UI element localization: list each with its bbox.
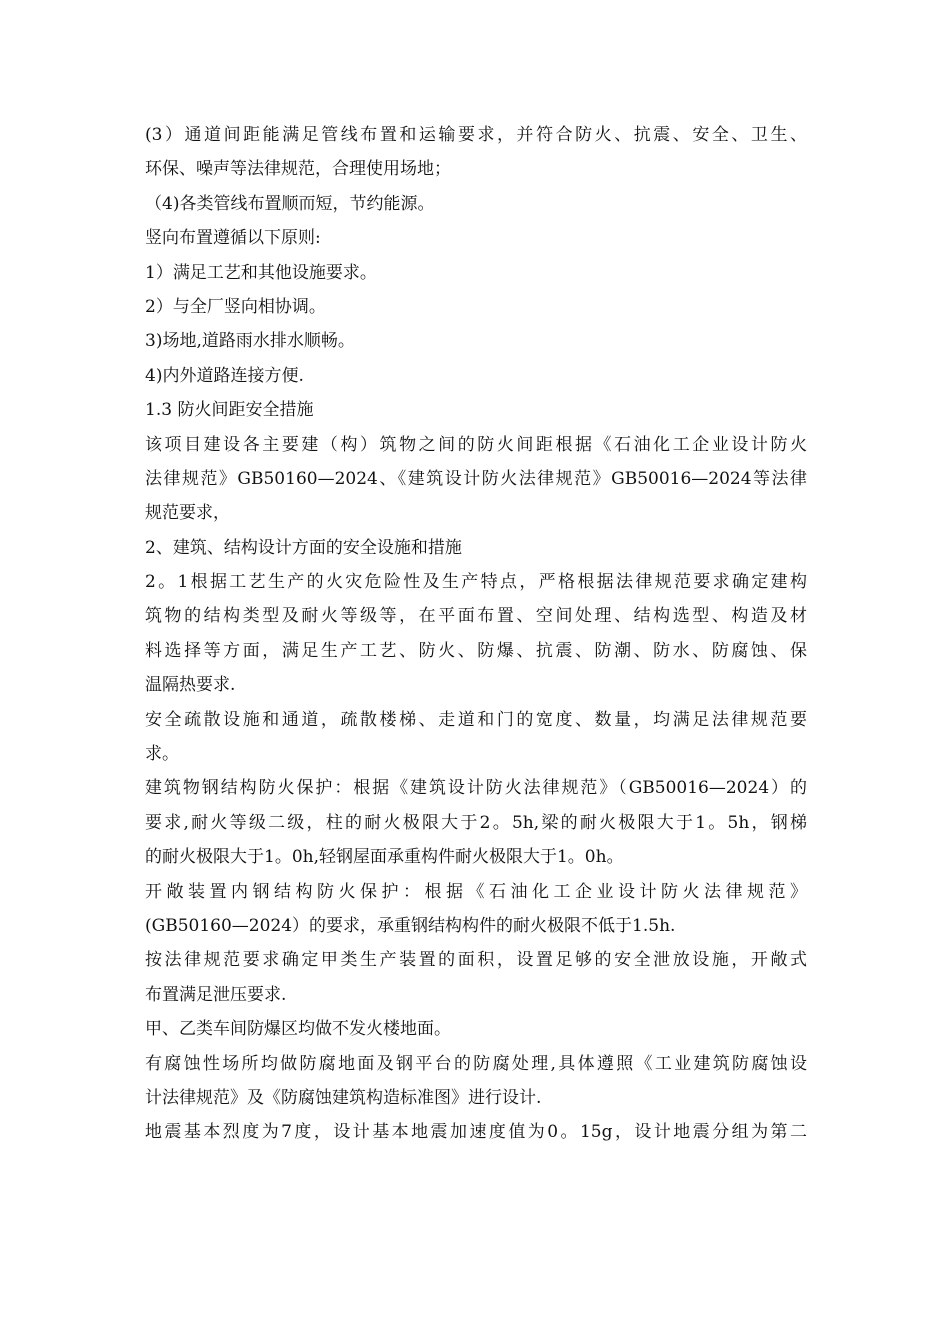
text-line: (3）通道间距能满足管线布置和运输要求，并符合防火、抗震、安全、卫生、 bbox=[145, 125, 807, 145]
text-line: 甲、乙类车间防爆区均做不发火楼地面。 bbox=[145, 1019, 451, 1040]
text-line: 法律规范》GB50160—2024、《建筑设计防火法律规范》GB50016—2024等法律 bbox=[145, 468, 807, 489]
text-line: 按法律规范要求确定甲类生产装置的面积，设置足够的安全泄放设施，开敞式 bbox=[145, 950, 807, 971]
document-page bbox=[145, 118, 807, 1150]
text-line: 规范要求， bbox=[145, 503, 230, 524]
text-line: 2）与全厂竖向相协调。 bbox=[145, 296, 326, 317]
text-line: 开敞装置内钢结构防火保护：根据《石油化工企业设计防火法律规范》 bbox=[145, 881, 807, 902]
text-line: 求。 bbox=[145, 744, 179, 765]
text-line: 要求,耐火等级二级，柱的耐火极限大于2。5h,梁的耐火极限大于1。5h，钢梯 bbox=[145, 812, 807, 833]
text-line: 4)内外道路连接方便. bbox=[145, 365, 304, 386]
text-line: 2。1根据工艺生产的火灾危险性及生产特点，严格根据法律规范要求确定建构 bbox=[145, 572, 807, 593]
text-line: 计法律规范》及《防腐蚀建筑构造标准图》进行设计. bbox=[145, 1087, 542, 1108]
text-line: 该项目建设各主要建（构）筑物之间的防火间距根据《石油化工企业设计防火 bbox=[145, 434, 807, 455]
text-line: 料选择等方面，满足生产工艺、防火、防爆、抗震、防潮、防水、防腐蚀、保 bbox=[145, 640, 807, 661]
text-line: 竖向布置遵循以下原则: bbox=[145, 228, 321, 249]
text-line: 的耐火极限大于1。0h,轻钢屋面承重构件耐火极限大于1。0h。 bbox=[145, 847, 624, 868]
text-line: 布置满足泄压要求. bbox=[145, 984, 287, 1005]
text-line: 1）满足工艺和其他设施要求。 bbox=[145, 262, 377, 283]
text-line: 筑物的结构类型及耐火等级等，在平面布置、空间处理、结构选型、构造及材 bbox=[145, 606, 807, 627]
text-line: 2、建筑、结构设计方面的安全设施和措施 bbox=[145, 537, 462, 558]
text-line: 环保、噪声等法律规范，合理使用场地； bbox=[145, 159, 451, 180]
text-line: 有腐蚀性场所均做防腐地面及钢平台的防腐处理,具体遵照《工业建筑防腐蚀设 bbox=[145, 1053, 807, 1074]
text-line: 建筑物钢结构防火保护：根据《建筑设计防火法律规范》（GB50016—2024）的 bbox=[145, 778, 807, 799]
text-line: (GB50160—2024）的要求，承重钢结构构件的耐火极限不低于1.5h. bbox=[145, 915, 676, 936]
text-line: 安全疏散设施和通道，疏散楼梯、走道和门的宽度、数量，均满足法律规范要 bbox=[145, 709, 807, 730]
text-line: （4)各类管线布置顺而短，节约能源。 bbox=[145, 193, 435, 214]
text-line: 1.3 防火间距安全措施 bbox=[145, 400, 314, 421]
text-line: 温隔热要求. bbox=[145, 675, 236, 696]
text-line: 3)场地,道路雨水排水顺畅。 bbox=[145, 331, 355, 352]
text-line: 地震基本烈度为7度，设计基本地震加速度值为0。15g，设计地震分组为第二 bbox=[145, 1122, 807, 1143]
